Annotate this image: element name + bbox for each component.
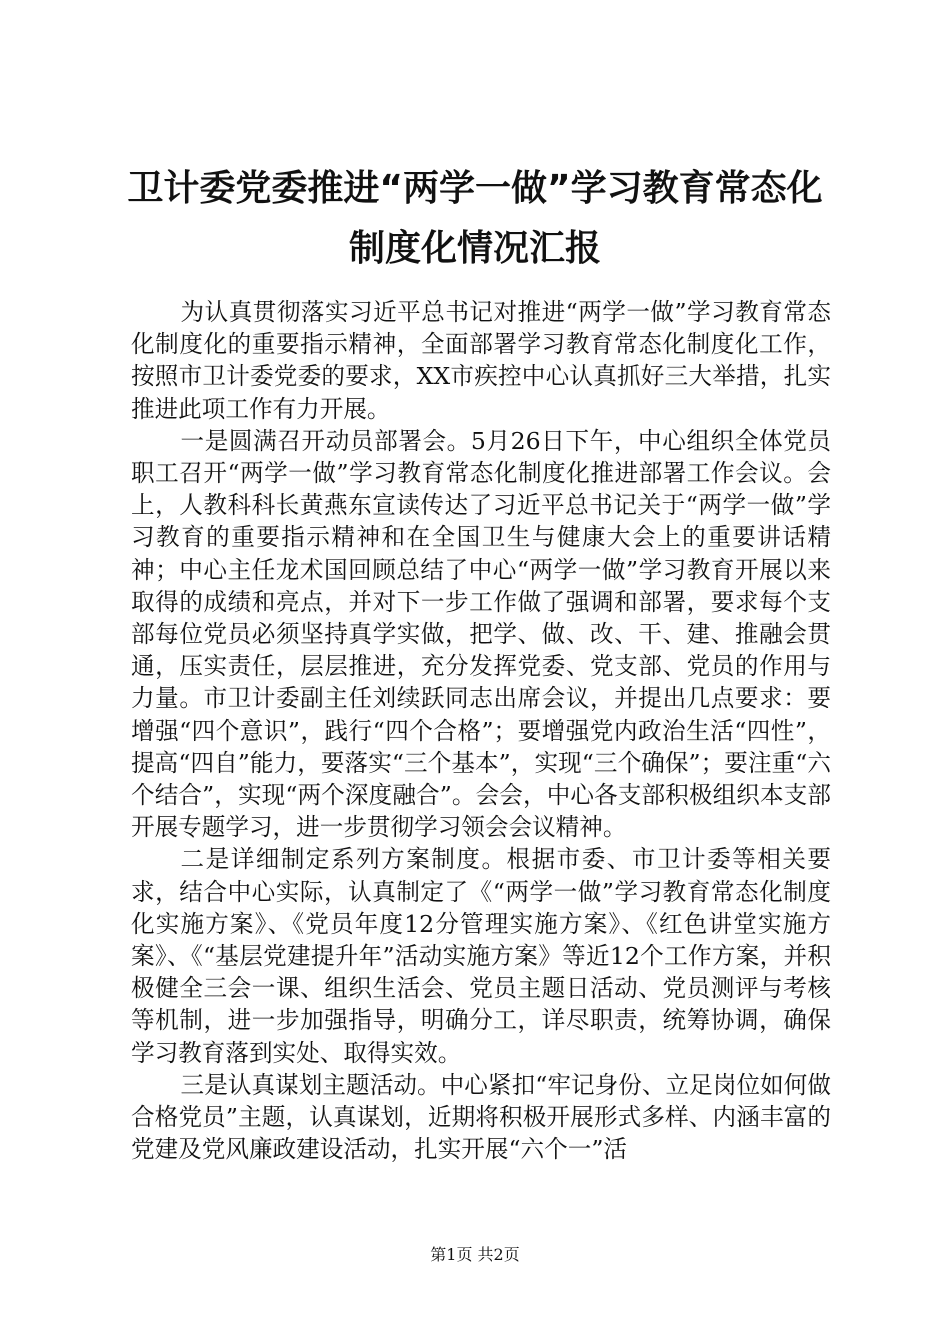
document-title-line-2: 制度化情况汇报 [348,228,601,269]
page-footer: 第1页 共2页 [430,1245,520,1264]
document-body [131,296,831,1165]
paragraph-second-measure: 二是详细制定系列方案制度。根据市委、市卫计委等相关要求，结合中心实际，认真制定了《“两学一做”学习教育常态化制度化实施方案》、《党员年度12分管理实施方案》、《红色讲堂实施方案》、《“基层党建提升年”活动实施方案》等近12个工作方案，并积极健全三会一课、组织生活会、党员主题日活动、党员测评与考核等机制，进一步加强指导，明确分工，详尽职责，统筹协调，确保学习教育落到实处、取得实效。 [131,845,831,1067]
paragraph-first-measure: 一是圆满召开动员部署会。5月26日下午，中心组织全体党员职工召开“两学一做”学习教育常态化制度化推进部署工作会议。会上，人教科科长黄燕东宣读传达了习近平总书记关于“两学一做”学习教育的重要指示精神和在全国卫生与健康大会上的重要讲话精神；中心主任龙术国回顾总结了中心“两学一做”学习教育开展以来取得的成绩和亮点，并对下一步工作做了强调和部署，要求每个支部每位党员必须坚持真学实做，把学、做、改、干、建、推融会贯通，压实责任，层层推进，充分发挥党委、党支部、党员的作用与力量。市卫计委副主任刘续跃同志出席会议，并提出几点要求：要增强“四个意识”，践行“四个合格”；要增强党内政治生活“四性”，提高“四自”能力，要落实“三个基本”，实现“三个确保”；要注重“六个结合”，实现“两个深度融合”。会会，中心各支部积极组织本支部开展专题学习，进一步贯彻学习领会会议精神。 [131,426,831,842]
document-title-line-1: 卫计委党委推进“两学一做”学习教育常态化 [127,168,823,209]
paragraph-intro: 为认真贯彻落实习近平总书记对推进“两学一做”学习教育常态化制度化的重要指示精神，全面部署学习教育常态化制度化工作，按照市卫计委党委的要求，XX市疾控中心认真抓好三大举措，扎实推进此项工作有力开展。 [131,298,831,423]
paragraph-third-measure: 三是认真谋划主题活动。中心紧扣“牢记身份、立足岗位如何做合格党员”主题，认真谋划，近期将积极开展形式多样、内涵丰富的党建及党风廉政建设活动，扎实开展“六个一”活 [131,1070,831,1164]
